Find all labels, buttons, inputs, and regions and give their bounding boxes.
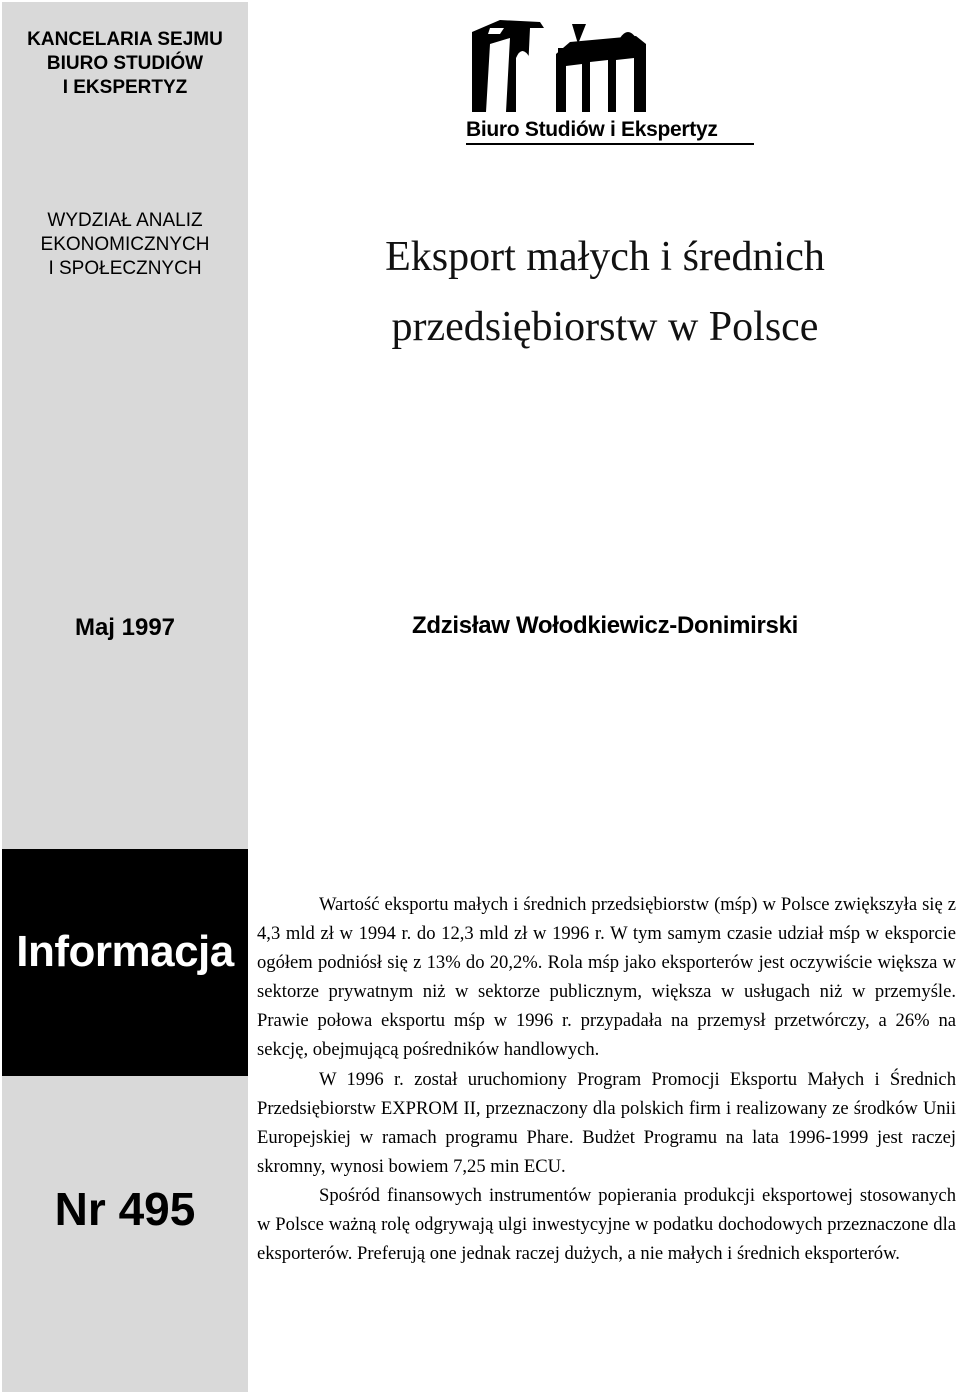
office-line: I EKSPERTYZ xyxy=(62,77,188,98)
issue-number: Nr 495 xyxy=(54,1183,196,1235)
department-name xyxy=(2,209,248,281)
paragraph: W 1996 r. został uruchomiony Program Promocji Eksportu Małych i Średnich Przedsiębiorstw EXPROM II, przeznaczony dla polskich firm i realizowany ze środków Unii Europejskiej w ramach programu Phare. Budżet Programu na lata 1996-1999 jest raczej skromny, wynosi bowiem 7,25 min ECU. xyxy=(257,1068,956,1177)
title-line: Eksport małych i średnich xyxy=(385,234,825,280)
office-line: BIURO STUDIÓW xyxy=(46,53,204,74)
abstract-text xyxy=(257,890,956,1268)
office-line: KANCELARIA SEJMU xyxy=(27,29,223,50)
department-line: WYDZIAŁ ANALIZ xyxy=(47,210,203,231)
logo-text: Biuro Studiów i Ekspertyz xyxy=(466,118,754,145)
department-line: EKONOMICZNYCH xyxy=(40,234,210,255)
paragraph: Wartość eksportu małych i średnich przedsiębiorstw (mśp) w Polsce zwiększyła się z 4,3 mld zł w 1994 r. do 12,3 mld zł w 1996 r. W tym samym czasie udział mśp w eksporcie ogółem podniósł się z 13% do 20,2%. Rola mśp jako eksporterów jest oczywiście większa w sektorze prywatnym niż w sektorze publicznym, większa w usługach niż w przemyśle. Prawie połowa eksportu mśp w 1996 r. przypadała na przemysł przetwórczy, a 26% na sekcję, obejmującą pośredników handlowych. xyxy=(257,894,956,1061)
building-logo-icon xyxy=(460,14,760,118)
paragraph: Spośród finansowych instrumentów popierania produkcji eksportowej stosowanych w Polsce ważną rolę odgrywają ulgi inwestycyjne w podatku dochodowych przeznaczone dla eksporterów. Preferują one jednak raczej dużych, a nie małych i średnich eksporterów. xyxy=(257,1184,956,1265)
document-title xyxy=(250,222,960,362)
info-label: Informacja xyxy=(16,927,234,976)
title-line: przedsiębiorstw w Polsce xyxy=(391,304,819,350)
info-banner xyxy=(2,849,248,1076)
department-line: I SPOŁECZNYCH xyxy=(48,258,202,279)
office-name xyxy=(2,28,248,100)
publication-date: Maj 1997 xyxy=(74,614,176,641)
author-name: Zdzisław Wołodkiewicz-Donimirski xyxy=(411,612,799,639)
logo xyxy=(460,14,760,148)
